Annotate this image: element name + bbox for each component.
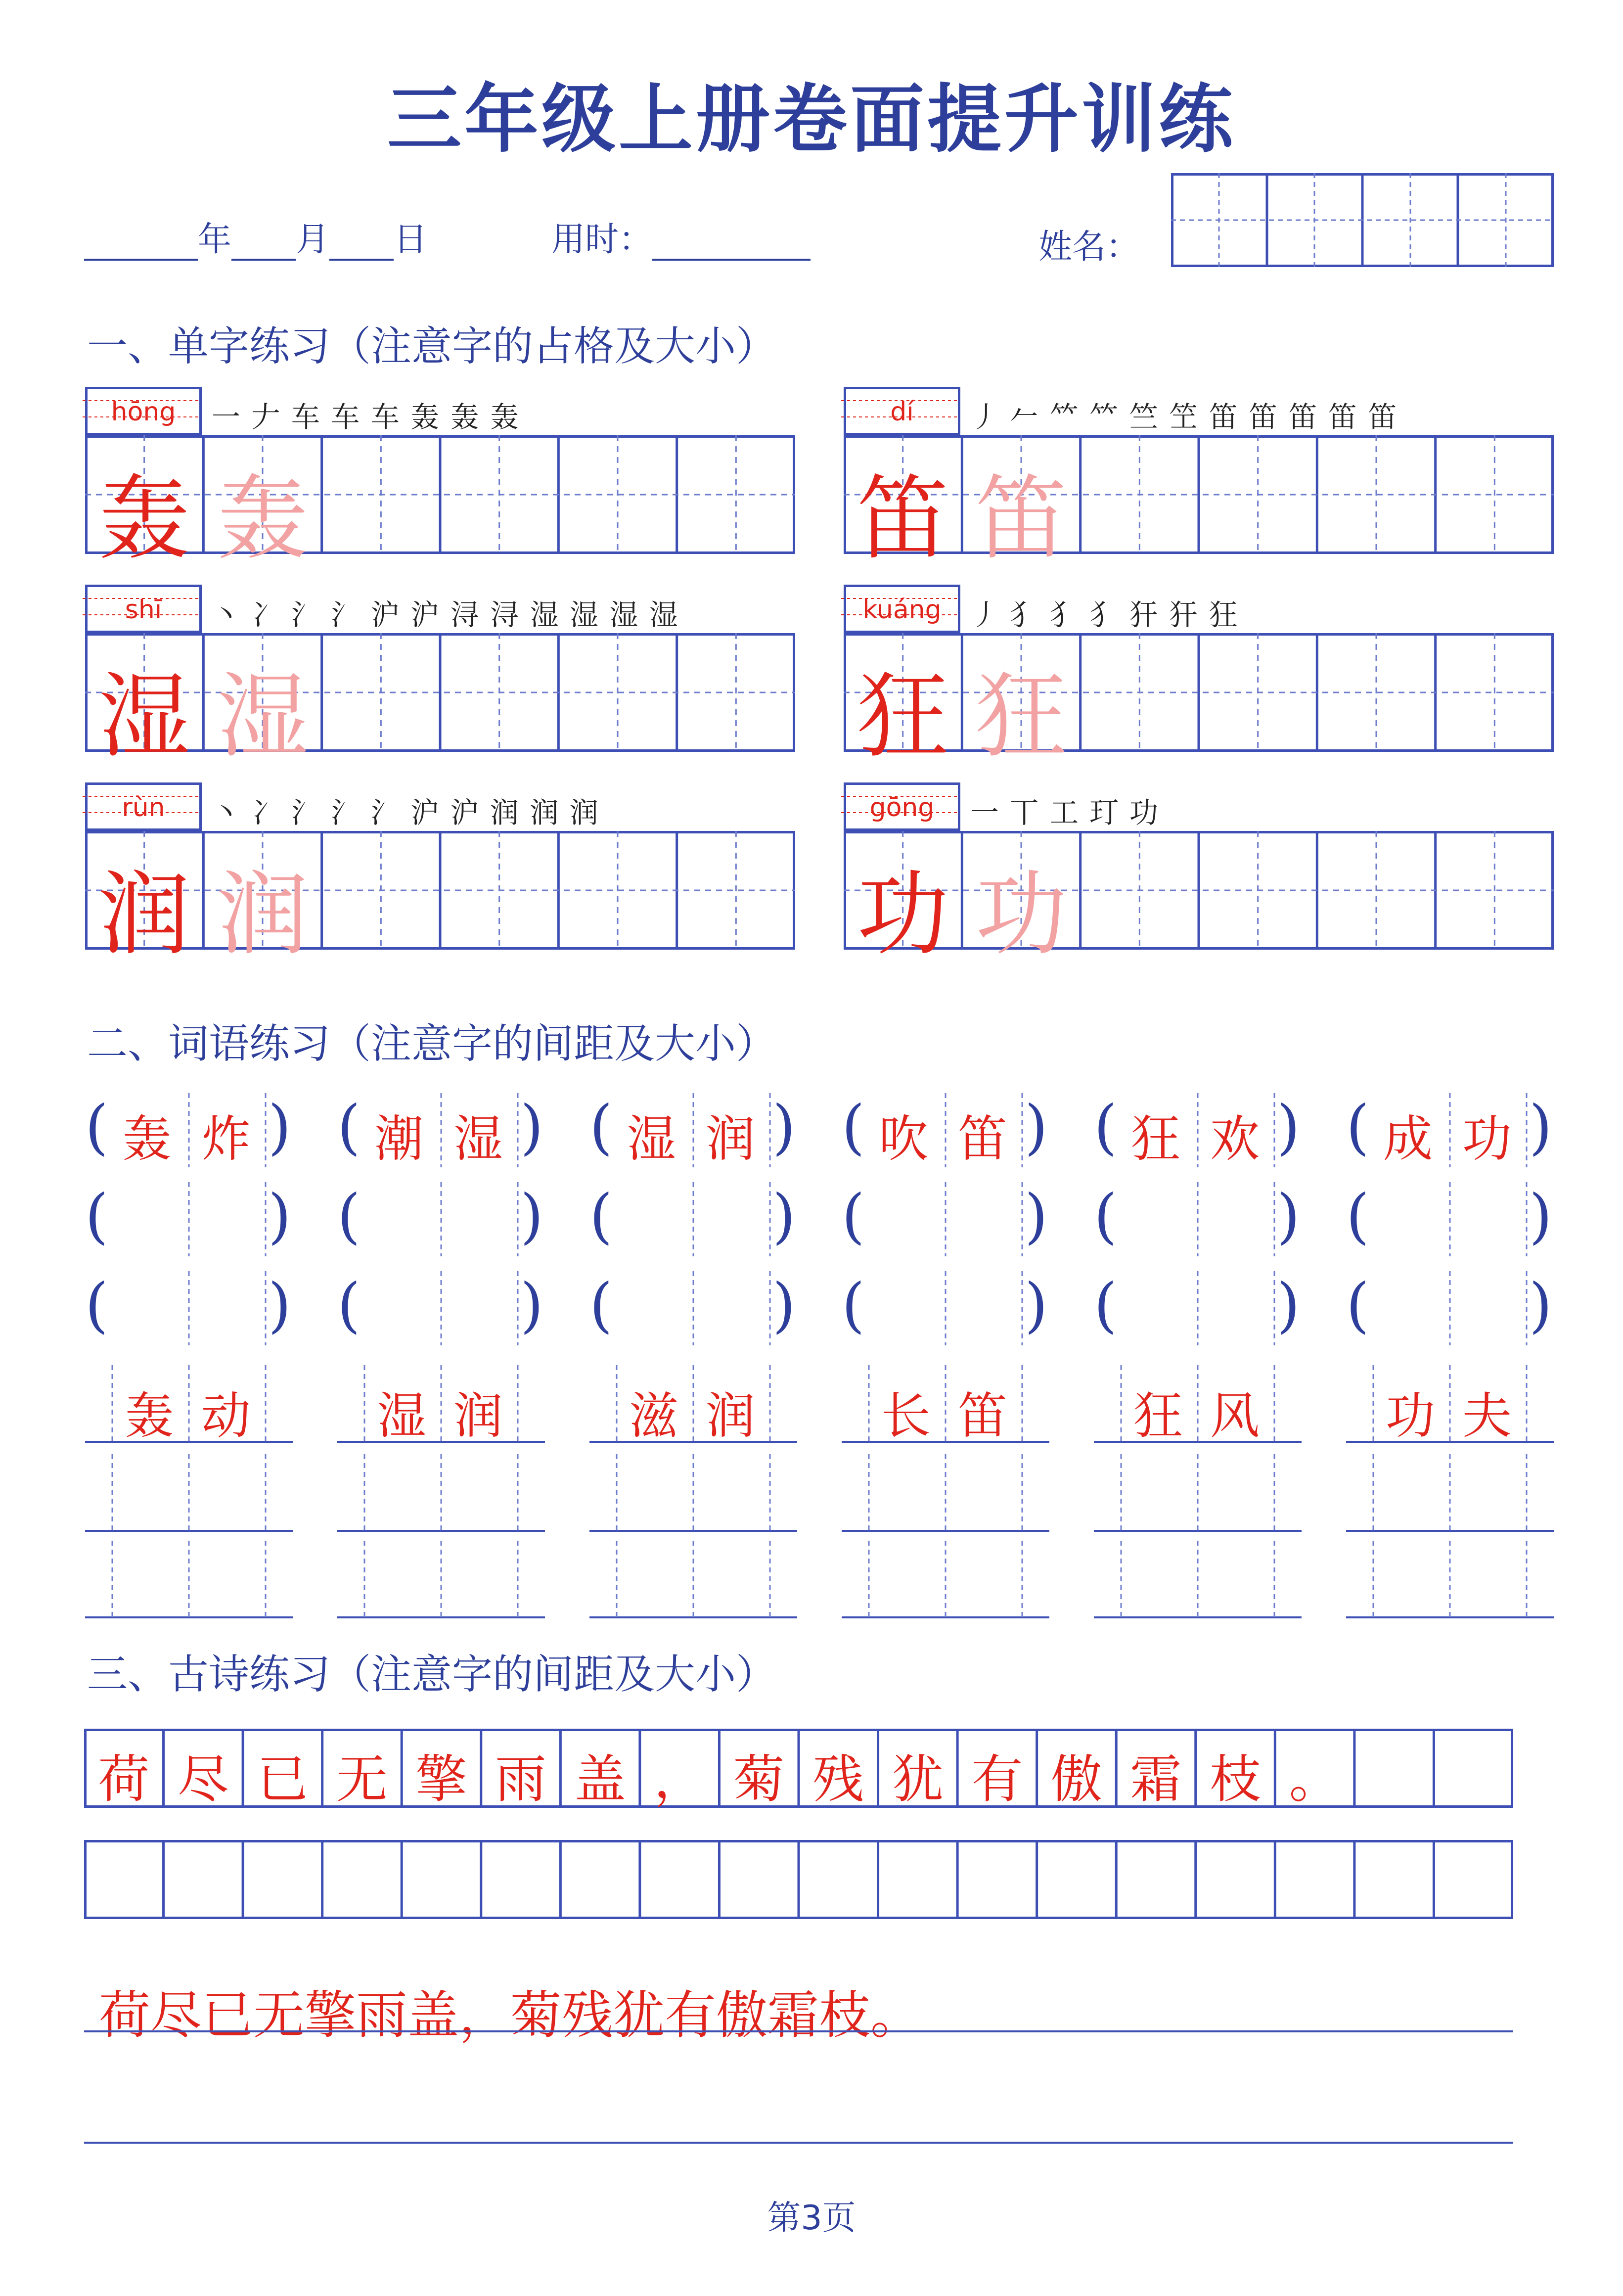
trace-char[interactable]: 功 bbox=[975, 861, 1067, 968]
paren-guides bbox=[842, 1182, 1049, 1256]
line-guides bbox=[842, 1365, 1049, 1444]
paren-word-slot[interactable] bbox=[1094, 1182, 1302, 1256]
paren-word-char: 成 bbox=[1383, 1110, 1433, 1168]
month-blank[interactable] bbox=[231, 224, 296, 261]
pinyin-box: hōng bbox=[85, 387, 202, 435]
section-1-heading: 一、单字练习（注意字的占格及大小） bbox=[87, 323, 777, 370]
line-guides bbox=[1094, 1541, 1302, 1620]
open-paren: ( bbox=[589, 1093, 613, 1162]
date-line bbox=[84, 213, 427, 261]
line-word-slot[interactable] bbox=[1346, 1454, 1554, 1533]
paren-guides bbox=[1346, 1271, 1554, 1345]
line-word-slot[interactable] bbox=[589, 1454, 797, 1533]
name-grid[interactable] bbox=[1171, 173, 1554, 267]
trace-char[interactable]: 笛 bbox=[975, 465, 1067, 572]
line-word-char: 风 bbox=[1210, 1387, 1260, 1445]
char-card bbox=[844, 782, 1554, 968]
paren-word-slot bbox=[842, 1093, 1049, 1167]
poem-char: 菊 bbox=[733, 1749, 785, 1809]
model-char: 功 bbox=[857, 861, 949, 968]
open-paren: ( bbox=[337, 1093, 361, 1162]
paren-word-char: 轰 bbox=[122, 1110, 172, 1168]
paren-word-slot bbox=[337, 1093, 545, 1167]
line-word-slot bbox=[1346, 1365, 1554, 1444]
time-line bbox=[551, 213, 811, 261]
page-title: 三年级上册卷面提升训练 bbox=[387, 77, 1236, 163]
paren-guides bbox=[589, 1182, 797, 1256]
paren-word-slot bbox=[589, 1093, 797, 1167]
open-paren: ( bbox=[85, 1093, 108, 1162]
paren-guides bbox=[85, 1271, 293, 1345]
line-guides bbox=[85, 1454, 293, 1533]
pinyin-guides bbox=[841, 582, 958, 631]
pinyin-box: dí bbox=[844, 387, 960, 435]
paren-word-char: 欢 bbox=[1210, 1110, 1260, 1168]
char-card bbox=[85, 782, 795, 968]
paren-word-char: 吹 bbox=[879, 1110, 928, 1168]
poem-char: 霜 bbox=[1130, 1749, 1182, 1809]
line-word-char: 狂 bbox=[1133, 1387, 1183, 1445]
line-word-slot bbox=[842, 1365, 1049, 1444]
line-guides bbox=[1346, 1454, 1554, 1533]
pinyin-guides bbox=[83, 582, 199, 631]
page-number: 第3页 bbox=[767, 2199, 856, 2238]
paren-word-char: 湿 bbox=[627, 1110, 676, 1168]
year-label: 年 bbox=[198, 220, 232, 259]
paren-word-slot[interactable] bbox=[337, 1271, 545, 1345]
stroke-order: 丿 犭 犭 犭 犴 犴 狂 bbox=[970, 598, 1239, 632]
line-guides bbox=[589, 1365, 797, 1444]
poem-char: 犹 bbox=[892, 1749, 944, 1809]
line-guides bbox=[337, 1541, 545, 1620]
close-paren: ) bbox=[1025, 1182, 1048, 1251]
paren-word-char: 润 bbox=[706, 1110, 755, 1168]
paren-word-slot[interactable] bbox=[589, 1182, 797, 1256]
line-word-slot[interactable] bbox=[842, 1541, 1049, 1620]
poem-grid-row[interactable] bbox=[84, 1840, 1513, 1919]
time-label: 用时： bbox=[551, 220, 653, 259]
poem-line-rule-2[interactable] bbox=[84, 2142, 1513, 2144]
line-word-slot[interactable] bbox=[337, 1454, 545, 1533]
trace-char[interactable]: 狂 bbox=[975, 663, 1067, 770]
paren-word-slot[interactable] bbox=[1346, 1271, 1554, 1345]
paren-guides bbox=[589, 1271, 797, 1345]
paren-word-slot[interactable] bbox=[85, 1182, 293, 1256]
poem-line-rule-1 bbox=[84, 2030, 1513, 2032]
line-word-char: 笛 bbox=[958, 1387, 1007, 1445]
line-word-slot bbox=[589, 1365, 797, 1444]
close-paren: ) bbox=[520, 1093, 543, 1162]
line-guides bbox=[337, 1454, 545, 1533]
paren-guides bbox=[1346, 1182, 1554, 1256]
close-paren: ) bbox=[1277, 1093, 1300, 1162]
open-paren: ( bbox=[337, 1271, 361, 1340]
line-guides bbox=[85, 1365, 293, 1444]
pinyin-box: gōng bbox=[844, 782, 960, 831]
char-card bbox=[844, 585, 1554, 770]
line-word-slot[interactable] bbox=[589, 1541, 797, 1620]
paren-word-slot[interactable] bbox=[85, 1271, 293, 1345]
paren-word-slot[interactable] bbox=[589, 1271, 797, 1345]
paren-guides bbox=[85, 1093, 293, 1167]
line-guides bbox=[842, 1454, 1049, 1533]
poem-char: 荷 bbox=[98, 1749, 150, 1809]
year-blank[interactable] bbox=[84, 224, 198, 261]
paren-word-char: 湿 bbox=[453, 1110, 503, 1168]
line-guides bbox=[337, 1365, 545, 1444]
trace-char[interactable]: 湿 bbox=[216, 663, 309, 770]
poem-char: 擎 bbox=[415, 1749, 467, 1809]
name-label: 姓名： bbox=[1038, 228, 1140, 267]
poem-line-sample: 荷尽已无擎雨盖，菊残犹有傲霜枝。 bbox=[99, 1985, 922, 2045]
paren-guides bbox=[337, 1271, 545, 1345]
poem-char: 。 bbox=[1289, 1749, 1341, 1809]
paren-word-slot bbox=[1094, 1093, 1302, 1167]
close-paren: ) bbox=[772, 1182, 796, 1251]
open-paren: ( bbox=[589, 1182, 613, 1251]
open-paren: ( bbox=[1094, 1271, 1117, 1340]
open-paren: ( bbox=[85, 1271, 108, 1340]
close-paren: ) bbox=[1529, 1093, 1552, 1162]
pinyin-box: rùn bbox=[85, 782, 202, 831]
open-paren: ( bbox=[842, 1093, 865, 1162]
pinyin-guides bbox=[83, 780, 199, 828]
char-card bbox=[85, 585, 795, 770]
paren-word-slot[interactable] bbox=[337, 1182, 545, 1256]
open-paren: ( bbox=[589, 1271, 613, 1340]
close-paren: ) bbox=[268, 1182, 291, 1251]
paren-word-char: 潮 bbox=[374, 1110, 424, 1168]
line-word-slot[interactable] bbox=[85, 1541, 293, 1620]
line-guides bbox=[85, 1541, 293, 1620]
poem-char: ， bbox=[654, 1749, 706, 1809]
poem-char: 盖 bbox=[574, 1749, 626, 1809]
line-guides bbox=[1094, 1365, 1302, 1444]
line-guides bbox=[842, 1541, 1049, 1620]
section-2-heading: 二、词语练习（注意字的间距及大小） bbox=[87, 1020, 777, 1067]
model-char: 轰 bbox=[98, 465, 190, 572]
close-paren: ) bbox=[1025, 1271, 1048, 1340]
line-word-char: 滋 bbox=[629, 1387, 678, 1445]
line-word-slot[interactable] bbox=[1094, 1541, 1302, 1620]
open-paren: ( bbox=[1094, 1093, 1117, 1162]
pinyin-guides bbox=[83, 384, 199, 433]
paren-word-slot[interactable] bbox=[1346, 1182, 1554, 1256]
open-paren: ( bbox=[842, 1182, 865, 1251]
poem-char: 残 bbox=[812, 1749, 864, 1809]
line-guides bbox=[1094, 1454, 1302, 1533]
line-guides bbox=[589, 1541, 797, 1620]
line-guides bbox=[1346, 1365, 1554, 1444]
trace-char[interactable]: 润 bbox=[216, 861, 309, 968]
close-paren: ) bbox=[772, 1271, 796, 1340]
paren-guides bbox=[842, 1093, 1049, 1167]
model-char: 笛 bbox=[857, 465, 949, 572]
line-word-slot[interactable] bbox=[337, 1541, 545, 1620]
open-paren: ( bbox=[337, 1182, 361, 1251]
stroke-order: 丶 冫 氵 氵 氵 沪 沪 润 润 润 bbox=[212, 796, 599, 829]
paren-guides bbox=[1094, 1182, 1302, 1256]
poem-char: 有 bbox=[971, 1749, 1023, 1809]
open-paren: ( bbox=[1346, 1093, 1369, 1162]
stroke-order: 丿 𠂉 𥫗 𥫗 竺 笁 笛 笛 笛 笛 笛 bbox=[970, 400, 1398, 434]
poem-char: 尽 bbox=[177, 1749, 229, 1809]
paren-guides bbox=[337, 1093, 545, 1167]
open-paren: ( bbox=[842, 1271, 865, 1340]
model-char: 润 bbox=[98, 861, 190, 968]
pinyin-box: shī bbox=[85, 585, 202, 633]
paren-word-slot[interactable] bbox=[842, 1182, 1049, 1256]
line-word-char: 夫 bbox=[1462, 1387, 1512, 1445]
paren-guides bbox=[85, 1182, 293, 1256]
paren-guides bbox=[1094, 1093, 1302, 1167]
close-paren: ) bbox=[1529, 1182, 1552, 1251]
paren-word-char: 炸 bbox=[201, 1110, 251, 1168]
model-char: 湿 bbox=[98, 663, 190, 770]
line-word-char: 动 bbox=[201, 1387, 251, 1445]
poem-char: 枝 bbox=[1210, 1749, 1262, 1809]
char-card bbox=[844, 387, 1554, 572]
paren-guides bbox=[842, 1271, 1049, 1345]
line-guides bbox=[1346, 1541, 1554, 1620]
poem-char: 已 bbox=[257, 1749, 309, 1809]
open-paren: ( bbox=[1346, 1271, 1369, 1340]
close-paren: ) bbox=[1277, 1271, 1300, 1340]
pinyin-guides bbox=[841, 780, 958, 828]
line-word-slot[interactable] bbox=[85, 1454, 293, 1533]
paren-guides bbox=[1094, 1271, 1302, 1345]
char-card bbox=[85, 387, 795, 572]
close-paren: ) bbox=[1529, 1271, 1552, 1340]
open-paren: ( bbox=[1346, 1182, 1369, 1251]
open-paren: ( bbox=[85, 1182, 108, 1251]
paren-word-char: 狂 bbox=[1131, 1110, 1180, 1168]
poem-char: 雨 bbox=[495, 1749, 547, 1809]
paren-word-char: 功 bbox=[1462, 1110, 1512, 1168]
section-3-heading: 三、古诗练习（注意字的间距及大小） bbox=[87, 1651, 777, 1698]
poem-char: 傲 bbox=[1050, 1749, 1102, 1809]
line-word-slot[interactable] bbox=[1346, 1541, 1554, 1620]
time-blank[interactable] bbox=[652, 224, 811, 261]
line-word-slot bbox=[85, 1365, 293, 1444]
poem-grid-row bbox=[84, 1729, 1513, 1808]
line-word-char: 功 bbox=[1386, 1387, 1435, 1445]
day-blank[interactable] bbox=[329, 224, 394, 261]
model-char: 狂 bbox=[857, 663, 949, 770]
paren-guides bbox=[1346, 1093, 1554, 1167]
stroke-order: 一 𠂇 车 车 车 轰 轰 轰 bbox=[212, 400, 520, 434]
day-label: 日 bbox=[394, 220, 428, 259]
pinyin-box: kuáng bbox=[844, 585, 960, 633]
line-word-char: 湿 bbox=[377, 1387, 426, 1445]
close-paren: ) bbox=[268, 1271, 291, 1340]
close-paren: ) bbox=[1277, 1182, 1300, 1251]
trace-char[interactable]: 轰 bbox=[216, 465, 309, 572]
line-word-slot[interactable] bbox=[1094, 1454, 1302, 1533]
paren-guides bbox=[589, 1093, 797, 1167]
line-word-char: 长 bbox=[881, 1387, 931, 1445]
pinyin-guides bbox=[841, 384, 958, 433]
month-label: 月 bbox=[296, 220, 330, 259]
open-paren: ( bbox=[1094, 1182, 1117, 1251]
close-paren: ) bbox=[1025, 1093, 1048, 1162]
line-word-char: 润 bbox=[706, 1387, 755, 1445]
line-word-char: 润 bbox=[453, 1387, 503, 1445]
poem-grid-lines bbox=[84, 1840, 1513, 1919]
line-word-slot[interactable] bbox=[842, 1454, 1049, 1533]
close-paren: ) bbox=[268, 1093, 291, 1162]
close-paren: ) bbox=[520, 1182, 543, 1251]
paren-word-slot bbox=[85, 1093, 293, 1167]
paren-word-slot[interactable] bbox=[1094, 1271, 1302, 1345]
paren-guides bbox=[337, 1182, 545, 1256]
close-paren: ) bbox=[520, 1271, 543, 1340]
paren-word-slot bbox=[1346, 1093, 1554, 1167]
close-paren: ) bbox=[772, 1093, 796, 1162]
paren-word-slot[interactable] bbox=[842, 1271, 1049, 1345]
poem-char: 无 bbox=[336, 1749, 388, 1809]
stroke-order: 一 丅 工 玎 功 bbox=[970, 796, 1159, 829]
line-word-slot bbox=[1094, 1365, 1302, 1444]
line-guides bbox=[589, 1454, 797, 1533]
stroke-order: 丶 冫 氵 氵 沪 沪 浔 浔 湿 湿 湿 湿 bbox=[212, 598, 679, 632]
line-word-char: 轰 bbox=[125, 1387, 174, 1445]
paren-word-char: 笛 bbox=[958, 1110, 1007, 1168]
line-word-slot bbox=[337, 1365, 545, 1444]
